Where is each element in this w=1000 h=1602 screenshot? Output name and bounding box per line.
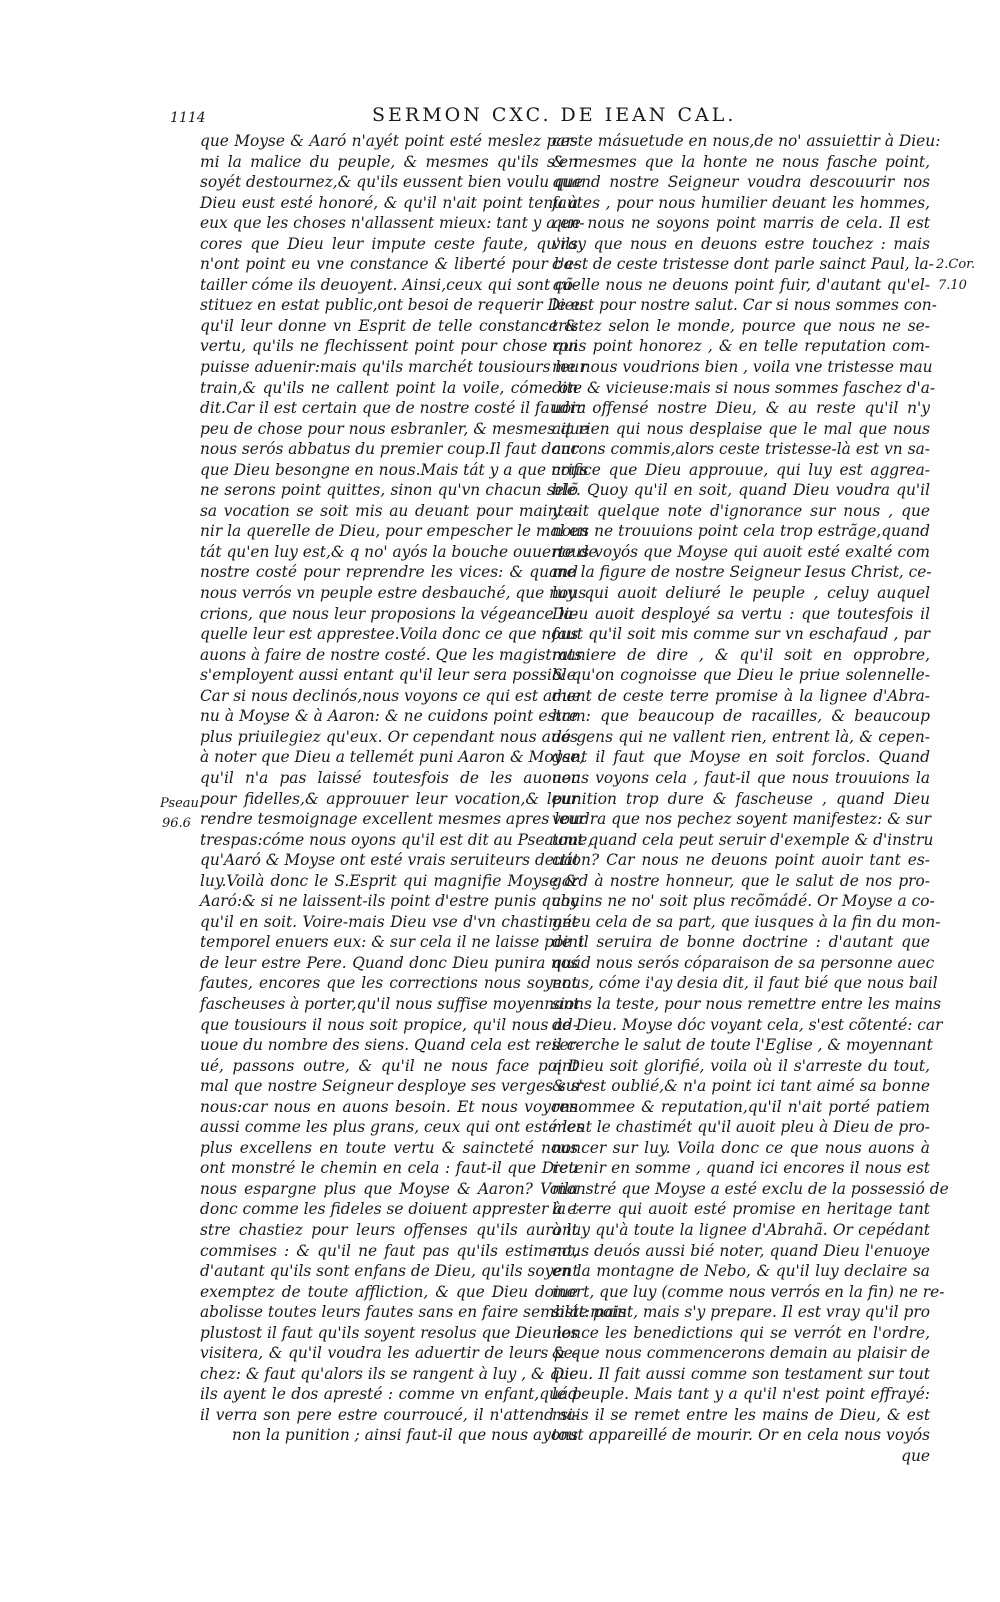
text-line: ait rien qui nous desplaise que le mal que nous — [552, 419, 930, 438]
text-line: qu'il leur donne vn Esprit de telle constance & — [200, 316, 578, 335]
text-line: me nous voudrions bien , voila vne tristesse mau — [552, 358, 933, 377]
text-line: Dieu eust esté honoré, & qu'il n'ait point tenu à — [200, 193, 578, 212]
text-line: la terre qui auoit esté promise en heritage tant — [552, 1200, 930, 1219]
text-line: luy qui auoit deliuré le peuple , celuy auquel — [552, 584, 930, 603]
text-line: nous voyós que Moyse qui auoit esté exalté com — [552, 542, 930, 561]
text-line: ué, passons outre, & qu'il ne nous face point — [200, 1056, 578, 1075]
text-line: qu'il n'a pas laissé toutesfois de les auouer — [200, 768, 578, 787]
text-line: que — [901, 1447, 930, 1465]
text-line: monstré que Moyse a esté exclu de la possessió de — [552, 1179, 949, 1198]
text-line: tout appareillé de mourir. Or en cela nous voyós — [552, 1426, 930, 1445]
text-line: ction? Car nous ne deuons point auoir tant es- — [552, 851, 930, 870]
text-line: en la montagne de Nebo, & qu'il luy declaire sa — [552, 1262, 930, 1281]
text-line: s'employent aussi entant qu'il leur sera possible. — [200, 666, 581, 685]
text-line: crifice que Dieu approuue, qui luy est aggrea- — [552, 460, 930, 479]
text-line: il verra son pere estre courroucé, il n'attend si- — [200, 1405, 578, 1424]
text-line: tout quand cela peut seruir d'exemple & d'instru — [552, 830, 934, 849]
text-line: crions, que nous leur proposions la végeance la- — [200, 604, 578, 623]
text-line: nous voyons cela , faut-il que nous trouuions la — [552, 768, 930, 787]
running-head: SERMON CXC. DE IEAN CAL. — [372, 104, 737, 126]
text-line: train,& qu'ils ne callent point la voile, cóme on — [200, 378, 578, 397]
text-line: c'est de ceste tristesse dont parle sainct Paul, la- — [552, 255, 934, 274]
text-line: maniere de dire , & qu'il soit en opprobre, — [552, 645, 930, 664]
text-line: ceste másuetude en nous,de no' assuiettir à Dieu: — [552, 132, 941, 150]
text-line: que tousiours il nous soit propice, qu'il nous ad- — [200, 1015, 578, 1034]
text-line: à luy qu'à toute la lignee d'Abrahã. Or cepédant — [552, 1220, 930, 1239]
text-line: quelle leur est apprestee.Voila donc ce que nous — [200, 625, 579, 644]
text-line: tristez selon le monde, pource que nous ne se- — [552, 316, 930, 335]
text-line: à noter que Dieu a tellemét puni Aaron & Moyse, — [200, 748, 585, 767]
text-line: d'autant qu'ils sont enfans de Dieu, qu'ils soyent — [200, 1262, 579, 1281]
text-line: que Dieu besongne en nous.Mais tát y a que nous — [200, 460, 589, 479]
text-line: vertu, qu'ils ne flechissent point pour chose qui — [200, 337, 578, 356]
text-line: peu de chose pour nous esbranler, & mesmes que — [200, 419, 589, 438]
text-line: ne serons point quittes, sinon qu'vn chacun selõ — [200, 481, 578, 500]
text-line: chains ne no' soit plus recõmádé. Or Moyse a co- — [552, 892, 935, 911]
text-line: nonce les benedictions qui se verrót en l'ordre, — [552, 1323, 930, 1342]
text-line: vray que nous en deuons estre touchez : mais — [552, 234, 930, 253]
margin-note-left-line: 96.6 — [162, 816, 191, 831]
text-line: nous deuós aussi bié noter, quand Dieu l'enuoye — [552, 1241, 930, 1260]
text-line: que nous ne soyons point marris de cela. Il est — [552, 214, 930, 233]
text-line: stituez en estat public,ont besoi de requerir Dieu — [200, 296, 584, 315]
text-line: le peuple. Mais tant y a qu'il n'est point effrayé: — [552, 1385, 930, 1404]
text-line: plus excellens en toute vertu & saincteté nous — [200, 1138, 578, 1157]
text-line: & mesmes que la honte ne nous fasche point, — [552, 152, 930, 171]
text-line: voudra que nos pechez soyent manifestez: & sur — [552, 810, 931, 829]
text-line: & qu'on cognoisse que Dieu le priue solennelle- — [552, 666, 930, 685]
text-line: auons à faire de nostre costé. Que les magistrats — [200, 645, 583, 664]
text-line: visitera, & qu'il voudra les aduertir de leurs pe- — [200, 1344, 578, 1363]
text-line: nous serós abbatus du premier coup.Il faut donc — [200, 440, 580, 459]
text-line: cores que Dieu leur impute ceste faute, qu'ils — [200, 234, 578, 253]
text-line: soyét destournez,& qu'ils eussent bien voulu que — [200, 173, 583, 192]
text-line: de il seruira de bonne doctrine : d'autant que — [552, 933, 930, 952]
text-line: renommee & reputation,qu'il n'ait porté patiem — [552, 1097, 930, 1116]
text-line: qu'Aaró & Moyse ont esté vrais seruiteurs deuát — [200, 851, 580, 870]
text-line: punition trop dure & fascheuse , quand Dieu — [552, 789, 930, 808]
text-line: nous:car nous en auons besoin. Et nous voyons — [200, 1097, 578, 1116]
text-line: le est pour nostre salut. Car si nous sommes con- — [552, 296, 937, 315]
text-line: nous verrós vn peuple estre desbauché, que nous — [200, 584, 587, 603]
text-line: fascheuses à porter,qu'il nous suffise moyennant — [200, 994, 580, 1013]
text-line: ment le chastimét qu'il auoit pleu à Dieu de pro- — [552, 1118, 930, 1137]
text-line: quelle nous ne deuons point fuir, d'autant qu'el- — [552, 275, 930, 294]
text-line: gard à nostre honneur, que le salut de nos pro- — [552, 871, 930, 890]
text-line: ble. Quoy qu'il en soit, quand Dieu voudra qu'il — [552, 481, 930, 500]
text-line: y ait quelque note d'ignorance sur nous , que — [552, 501, 930, 520]
text-line: sa vocation se soit mis au deuant pour mainte- — [200, 501, 578, 520]
text-line: fautes, encores que les corrections nous soyent — [200, 974, 578, 993]
text-line: de Dieu. Moyse dóc voyant cela, s'est cõtenté: car — [552, 1015, 943, 1034]
text-line: luy.Voilà donc le S.Esprit qui magnifie Moyse & — [200, 871, 578, 890]
margin-note-right-line: 2.Cor. — [936, 257, 976, 272]
text-line: nous ne trouuions point cela trop estrãge,quand — [552, 522, 930, 541]
text-line: il cerche le salut de toute l'Eglise , & moyennant — [552, 1036, 933, 1055]
left-text-column — [200, 131, 627, 1446]
text-line: chez: & faut qu'alors ils se rangent à luy , & que — [200, 1364, 579, 1383]
text-line: & que nous commencerons demain au plaisir de — [552, 1344, 930, 1363]
text-line: quand nostre Seigneur voudra descouurir nos — [552, 173, 930, 192]
text-line: de gens qui ne vallent rien, entrent là, & cepen- — [552, 727, 930, 746]
text-line: abolisse toutes leurs fautes sans en faire semblát:mais — [200, 1303, 627, 1322]
text-line: faut qu'il soit mis comme sur vn eschafaud , par — [552, 625, 930, 644]
text-line: dit.Car il est certain que de nostre costé il faudra — [200, 399, 587, 418]
text-line: tailler cóme ils deuoyent. Ainsi,ceux qui sont cõ- — [200, 275, 579, 294]
text-line: gneu cela de sa part, que iusques à la fin du mon- — [552, 912, 941, 931]
text-line: ment de ceste terre promise à la lignee d'Abra- — [552, 686, 930, 705]
text-line: tát qu'en luy est,& q no' ayós la bouche ouuerte de — [200, 542, 598, 561]
text-line: Dieu auoit desployé sa vertu : que toutesfois il — [552, 604, 930, 623]
text-line: ont monstré le chemin en cela : faut-il que Dieu — [200, 1159, 578, 1178]
margin-note-right-line: 7.10 — [938, 278, 967, 293]
text-line: ham: que beaucoup de racailles, & beaucoup — [552, 707, 930, 726]
text-line: n'ont point eu vne constance & liberté pour ba- — [200, 255, 578, 274]
text-line: mi la malice du peuple, & mesmes qu'ils s'en — [200, 152, 578, 171]
text-line: nir la querelle de Dieu, pour empescher le mal en — [200, 522, 589, 541]
right-text-column — [552, 131, 949, 1467]
text-line: nu à Moyse & à Aaron: & ne cuidons point estre — [200, 707, 578, 726]
text-line: plustost il faut qu'ils soyent resolus que Dieu les — [200, 1323, 579, 1342]
text-line: dite & vicieuse:mais si nous sommes faschez d'a- — [552, 378, 936, 397]
text-line: mal que nostre Seigneur desploye ses verges sur — [200, 1077, 584, 1096]
text-line: aurons commis,alors ceste tristesse-là est vn sa- — [552, 440, 930, 459]
text-line: non la punition ; ainsi faut-il que nous ayons — [231, 1426, 578, 1445]
text-line: commises : & qu'il ne faut pas qu'ils estiment, — [200, 1241, 578, 1260]
text-line: rons point honorez , & en telle reputation com- — [552, 337, 930, 356]
text-line: que Moyse & Aaró n'ayét point esté meslez par- — [200, 132, 578, 150]
text-line: ils ayent le dos apresté : comme vn enfant,quád — [200, 1385, 578, 1404]
text-line: nostre costé pour reprendre les vices: & quand — [200, 563, 578, 582]
text-line: stre chastiez pour leurs offenses qu'ils auront — [200, 1220, 578, 1239]
text-line: de leur estre Pere. Quand donc Dieu punira nos — [200, 953, 578, 972]
text-line: nous espargne plus que Moyse & Aaron? Voila — [200, 1179, 578, 1198]
text-line: dant il faut que Moyse en soit forclos. Quand — [552, 748, 930, 767]
text-line: sions la teste, pour nous remettre entre les mains — [552, 994, 941, 1013]
text-line: aussi comme les plus grans, ceux qui ont esté les — [200, 1118, 585, 1137]
page-number: 1114 — [170, 110, 206, 126]
text-line: temporel enuers eux: & sur cela il ne laisse point — [200, 933, 585, 952]
text-line: Dieu. Il fait aussi comme son testament sur tout — [552, 1364, 930, 1383]
text-line: pour fidelles,& approuuer leur vocation,& leur — [200, 789, 578, 808]
text-line: fautes , pour nous humilier deuant les hommes, — [552, 193, 930, 212]
text-line: trespas:cóme nous oyons qu'il est dit au Pseaume, — [200, 830, 593, 849]
text-line: mais il se remet entre les mains de Dieu, & est — [552, 1405, 930, 1424]
text-line: uoir offensé nostre Dieu, & au reste qu'il n'y — [552, 399, 930, 418]
text-line: quád nous serós cóparaison de sa personne auec — [552, 953, 935, 972]
margin-note-left-line: Pseau. — [160, 796, 204, 811]
text-line: siste point, mais s'y prepare. Il est vray qu'il pro — [552, 1303, 930, 1322]
text-line: Car si nous declinós,nous voyons ce qui est adue — [200, 686, 582, 705]
text-line: plus priuilegiez qu'eux. Or cependant nous auós — [200, 727, 578, 746]
text-line: Aaró:& si ne laissent-ils point d'estre punis quoy — [200, 892, 579, 911]
text-line: rendre tesmoignage excellent mesmes apres leur — [200, 810, 586, 829]
text-line: noncer sur luy. Voila donc ce que nous auons à — [552, 1138, 930, 1157]
text-line: donc comme les fideles se doiuent apprester à e- — [200, 1200, 582, 1219]
text-line: me la figure de nostre Seigneur Iesus Christ, ce- — [552, 563, 932, 582]
text-line: puisse aduenir:mais qu'ils marchét tousiours leur — [200, 358, 587, 377]
text-line: eux que les choses n'allassent mieux: tant y a en- — [200, 214, 585, 233]
text-line: nous, cóme i'ay desia dit, il faut bié que nous bail — [552, 974, 938, 993]
text-line: exemptez de toute affliction, & que Dieu doiue — [200, 1282, 578, 1301]
text-line: qu'il en soit. Voire-mais Dieu vse d'vn chastimét — [200, 912, 578, 931]
text-line: q Dieu soit glorifié, voila où il s'arreste du tout, — [552, 1056, 930, 1075]
text-line: retenir en somme , quand ici encores il nous est — [552, 1159, 930, 1178]
text-line: uoue du nombre des siens. Quand cela est reser- — [200, 1036, 582, 1055]
text-line: mort, que luy (comme nous verrós en la fin) ne re- — [552, 1282, 945, 1301]
text-line: & s'est oublié,& n'a point ici tant aimé sa bonne — [552, 1077, 930, 1096]
